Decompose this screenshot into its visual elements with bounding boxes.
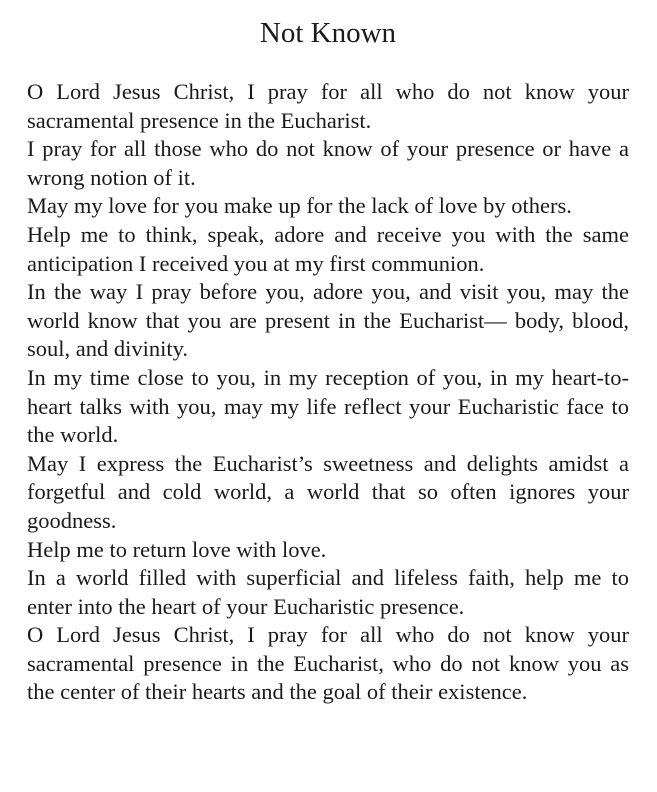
paragraph: May I express the Eucharist’s sweetness and delights amidst a forgetful and cold world, a world that so often ignores your goodness. <box>27 450 629 533</box>
paragraph: O Lord Jesus Christ, I pray for all who do not know your sacramental presence in the Eucharist. <box>27 79 629 133</box>
paragraph: May my love for you make up for the lack of love by others. <box>27 193 572 219</box>
paragraph: Help me to think, speak, adore and receive you with the same anticipation I received you at my first communion. <box>27 221 629 276</box>
paragraph: In the way I pray before you, adore you, and visit you, may the world know that you are present in the Eucharist— body, blood, soul, and divinity. <box>27 279 629 362</box>
page-title: Not Known <box>259 17 397 49</box>
paragraph: In a world filled with superficial and lifeless faith, help me to enter into the heart of your Eucharistic presence. <box>27 565 629 619</box>
paragraph: In my time close to you, in my reception of you, in my heart-to-heart talks with you, may my life reflect your Eucharistic face to the world. <box>27 364 629 448</box>
paragraph: I pray for all those who do not know of your presence or have a wrong notion of it. <box>27 136 629 190</box>
document-page <box>27 14 629 707</box>
paragraph: O Lord Jesus Christ, I pray for all who do not know your sacramental presence in the Eucharist, who do not know you as the center of their hearts and the goal of their existence. <box>27 622 629 705</box>
prayer-body <box>27 78 629 707</box>
paragraph: Help me to return love with love. <box>27 536 327 562</box>
